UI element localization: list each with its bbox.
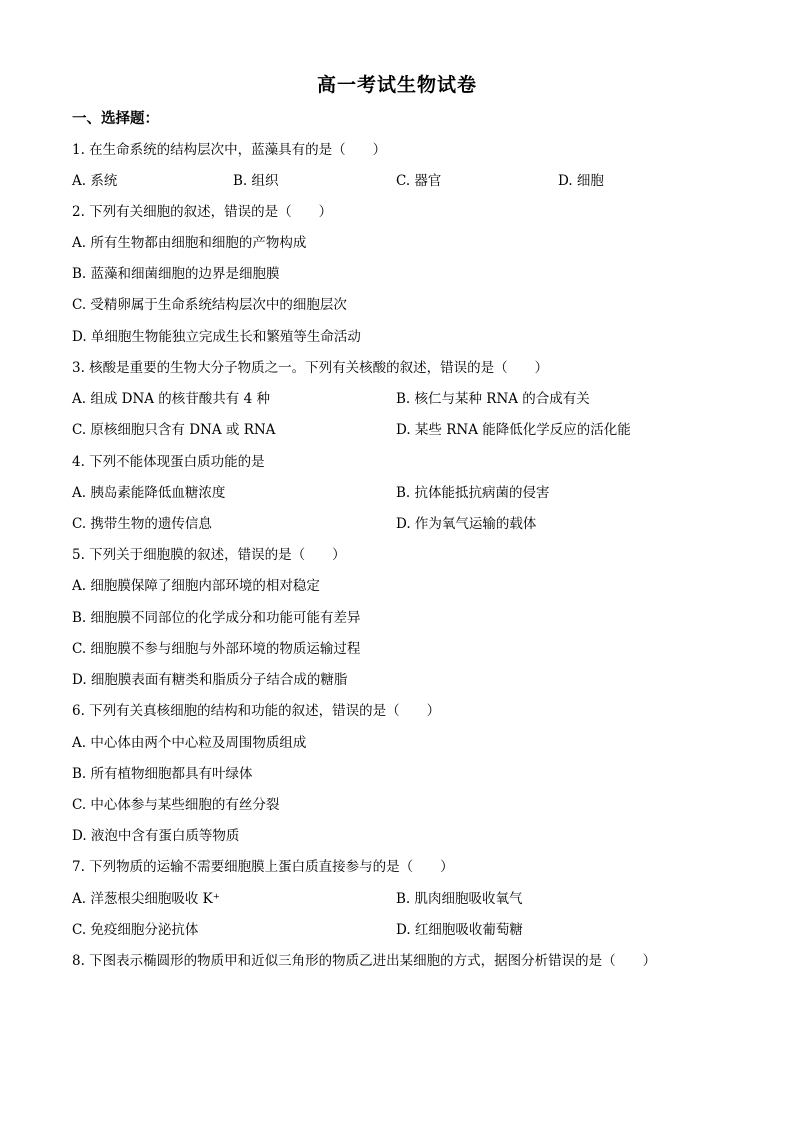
option-3a: A. 组成 DNA 的核苷酸共有 4 种 xyxy=(72,391,270,407)
option-3b: B. 核仁与某种 RNA 的合成有关 xyxy=(396,391,590,407)
section-heading: 一、选择题： xyxy=(72,110,159,127)
question-stem-1: 1. 在生命系统的结构层次中，蓝藻具有的是（ ） xyxy=(72,142,387,158)
option-1d: D. 细胞 xyxy=(558,173,604,189)
option-7c: C. 免疫细胞分泌抗体 xyxy=(72,922,199,938)
option-5c: C. 细胞膜不参与细胞与外部环境的物质运输过程 xyxy=(72,641,361,657)
option-6d: D. 液泡中含有蛋白质等物质 xyxy=(72,828,240,844)
option-1b: B. 组织 xyxy=(233,173,279,189)
option-1c: C. 器官 xyxy=(396,173,442,189)
option-6a: A. 中心体由两个中心粒及周围物质组成 xyxy=(72,735,307,751)
option-6b: B. 所有植物细胞都具有叶绿体 xyxy=(72,766,253,782)
option-5d: D. 细胞膜表面有糖类和脂质分子结合成的糖脂 xyxy=(72,672,348,688)
option-7a: A. 洋葱根尖细胞吸收 K⁺ xyxy=(72,891,220,907)
option-7b: B. 肌肉细胞吸收氧气 xyxy=(396,891,523,907)
option-7d: D. 红细胞吸收葡萄糖 xyxy=(396,922,523,938)
option-4d: D. 作为氧气运输的载体 xyxy=(396,516,537,532)
question-stem-7: 7. 下列物质的运输不需要细胞膜上蛋白质直接参与的是（ ） xyxy=(72,859,454,875)
option-5a: A. 细胞膜保障了细胞内部环境的相对稳定 xyxy=(72,578,320,594)
option-2b: B. 蓝藻和细菌细胞的边界是细胞膜 xyxy=(72,266,280,282)
option-5b: B. 细胞膜不同部位的化学成分和功能可能有差异 xyxy=(72,610,361,626)
option-2d: D. 单细胞生物能独立完成生长和繁殖等生命活动 xyxy=(72,329,361,345)
option-4a: A. 胰岛素能降低血糖浓度 xyxy=(72,485,226,501)
option-3c: C. 原核细胞只含有 DNA 或 RNA xyxy=(72,422,276,438)
question-stem-5: 5. 下列关于细胞膜的叙述，错误的是（ ） xyxy=(72,547,346,563)
option-4c: C. 携带生物的遗传信息 xyxy=(72,516,212,532)
page-title: 高一考试生物试卷 xyxy=(316,74,477,96)
option-1a: A. 系统 xyxy=(72,173,118,189)
question-stem-3: 3. 核酸是重要的生物大分子物质之一。下列有关核酸的叙述，错误的是（ ） xyxy=(72,360,549,376)
option-2a: A. 所有生物都由细胞和细胞的产物构成 xyxy=(72,235,307,251)
option-2c: C. 受精卵属于生命系统结构层次中的细胞层次 xyxy=(72,297,347,313)
option-3d: D. 某些 RNA 能降低化学反应的活化能 xyxy=(396,422,631,438)
option-6c: C. 中心体参与某些细胞的有丝分裂 xyxy=(72,797,280,813)
option-4b: B. 抗体能抵抗病菌的侵害 xyxy=(396,485,550,501)
question-stem-2: 2. 下列有关细胞的叙述，错误的是（ ） xyxy=(72,204,333,220)
question-stem-6: 6. 下列有关真核细胞的结构和功能的叙述，错误的是（ ） xyxy=(72,703,441,719)
question-stem-4: 4. 下列不能体现蛋白质功能的是 xyxy=(72,454,265,470)
question-stem-8: 8. 下图表示椭圆形的物质甲和近似三角形的物质乙进出某细胞的方式，据图分析错误的是（ ） xyxy=(72,953,657,969)
